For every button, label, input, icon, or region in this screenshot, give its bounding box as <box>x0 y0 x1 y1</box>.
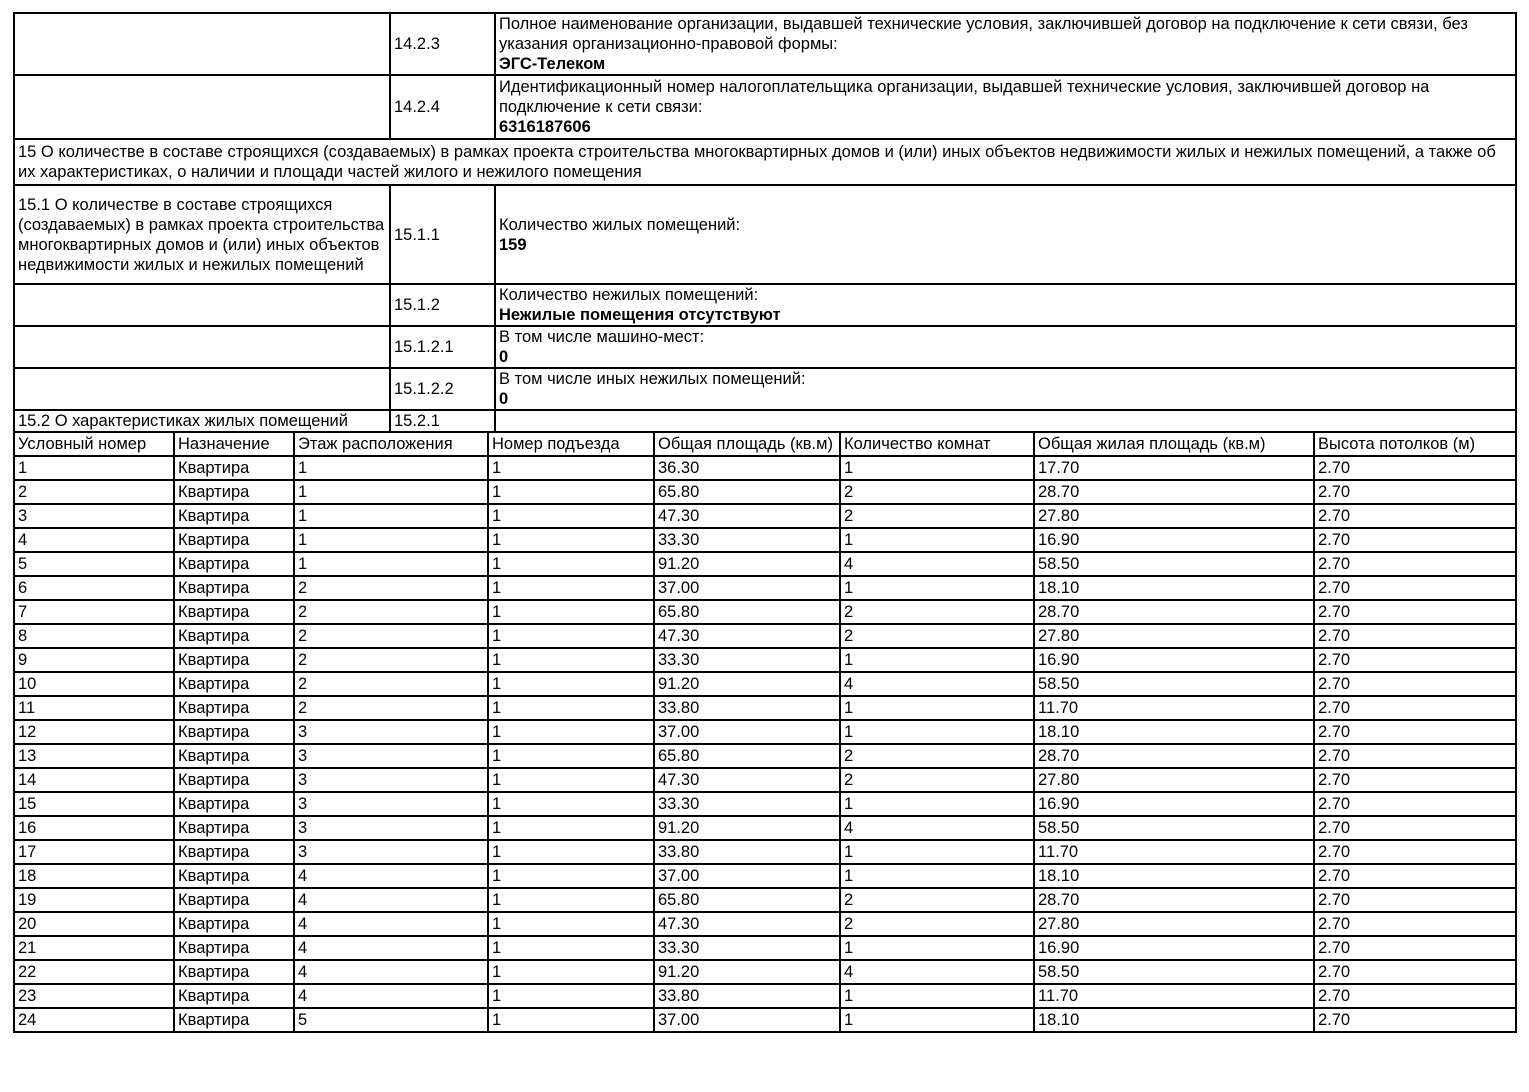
cell-floor: 3 <box>294 744 488 768</box>
row-section-15 <box>14 139 1516 185</box>
cell-ceiling-height: 2.70 <box>1314 888 1516 912</box>
cell-floor: 2 <box>294 648 488 672</box>
cell-floor: 3 <box>294 768 488 792</box>
cell-entrance: 1 <box>488 840 654 864</box>
cell-total-area: 65.80 <box>654 744 840 768</box>
cell-unit-number: 18 <box>14 864 174 888</box>
cell-entrance: 1 <box>488 744 654 768</box>
apartment-row <box>14 672 1516 696</box>
field-label: Идентификационный номер налогоплательщика организации, выдавшей технические условия, заключившей договор на подключение к сети связи: <box>499 78 1430 116</box>
cell-ceiling-height: 2.70 <box>1314 744 1516 768</box>
left-desc-cell: 15.2 О характеристиках жилых помещений <box>14 410 390 432</box>
apartments-table <box>13 431 1517 1033</box>
cell-purpose: Квартира <box>174 768 294 792</box>
field-cell <box>495 410 1516 432</box>
cell-living-area: 58.50 <box>1034 816 1314 840</box>
cell-total-area: 65.80 <box>654 888 840 912</box>
cell-total-area: 37.00 <box>654 864 840 888</box>
cell-purpose: Квартира <box>174 600 294 624</box>
cell-unit-number: 17 <box>14 840 174 864</box>
item-code: 15.1.2.1 <box>390 326 495 368</box>
cell-unit-number: 22 <box>14 960 174 984</box>
cell-total-area: 33.30 <box>654 936 840 960</box>
apartment-row <box>14 864 1516 888</box>
apartment-row <box>14 912 1516 936</box>
cell-total-area: 47.30 <box>654 912 840 936</box>
cell-floor: 1 <box>294 480 488 504</box>
cell-total-area: 33.80 <box>654 696 840 720</box>
cell-floor: 1 <box>294 504 488 528</box>
cell-entrance: 1 <box>488 816 654 840</box>
cell-purpose: Квартира <box>174 1008 294 1032</box>
cell-unit-number: 2 <box>14 480 174 504</box>
cell-ceiling-height: 2.70 <box>1314 456 1516 480</box>
cell-room-count: 1 <box>840 984 1034 1008</box>
cell-entrance: 1 <box>488 672 654 696</box>
cell-unit-number: 8 <box>14 624 174 648</box>
field-cell <box>495 13 1516 75</box>
cell-living-area: 18.10 <box>1034 720 1314 744</box>
cell-living-area: 17.70 <box>1034 456 1314 480</box>
col-header-total-area: Общая площадь (кв.м) <box>654 432 840 456</box>
cell-ceiling-height: 2.70 <box>1314 720 1516 744</box>
apartment-row <box>14 696 1516 720</box>
cell-entrance: 1 <box>488 504 654 528</box>
cell-purpose: Квартира <box>174 840 294 864</box>
left-desc-cell <box>14 326 390 368</box>
cell-floor: 4 <box>294 960 488 984</box>
left-desc-cell <box>14 13 390 75</box>
cell-unit-number: 13 <box>14 744 174 768</box>
apartment-row <box>14 792 1516 816</box>
cell-ceiling-height: 2.70 <box>1314 480 1516 504</box>
cell-ceiling-height: 2.70 <box>1314 696 1516 720</box>
cell-unit-number: 23 <box>14 984 174 1008</box>
cell-ceiling-height: 2.70 <box>1314 528 1516 552</box>
col-header-purpose: Назначение <box>174 432 294 456</box>
cell-entrance: 1 <box>488 960 654 984</box>
cell-living-area: 11.70 <box>1034 696 1314 720</box>
field-label: Количество нежилых помещений: <box>499 286 759 304</box>
cell-purpose: Квартира <box>174 672 294 696</box>
cell-living-area: 27.80 <box>1034 768 1314 792</box>
apartments-body <box>14 456 1516 1032</box>
cell-ceiling-height: 2.70 <box>1314 960 1516 984</box>
cell-unit-number: 10 <box>14 672 174 696</box>
cell-unit-number: 20 <box>14 912 174 936</box>
cell-unit-number: 15 <box>14 792 174 816</box>
left-desc-cell <box>14 368 390 410</box>
cell-living-area: 18.10 <box>1034 1008 1314 1032</box>
cell-room-count: 1 <box>840 696 1034 720</box>
cell-entrance: 1 <box>488 888 654 912</box>
apartment-row <box>14 960 1516 984</box>
cell-purpose: Квартира <box>174 552 294 576</box>
row-15-1-1 <box>14 185 1516 284</box>
cell-purpose: Квартира <box>174 936 294 960</box>
row-14-2-3 <box>14 13 1516 75</box>
apartment-row <box>14 624 1516 648</box>
cell-unit-number: 14 <box>14 768 174 792</box>
row-15-1-2-1 <box>14 326 1516 368</box>
apartment-row <box>14 936 1516 960</box>
cell-living-area: 27.80 <box>1034 504 1314 528</box>
cell-room-count: 4 <box>840 552 1034 576</box>
row-15-1-2-2 <box>14 368 1516 410</box>
cell-floor: 4 <box>294 888 488 912</box>
field-label: В том числе машино-мест: <box>499 328 705 346</box>
cell-room-count: 1 <box>840 864 1034 888</box>
cell-total-area: 37.00 <box>654 1008 840 1032</box>
cell-purpose: Квартира <box>174 720 294 744</box>
cell-room-count: 4 <box>840 672 1034 696</box>
cell-ceiling-height: 2.70 <box>1314 1008 1516 1032</box>
cell-floor: 3 <box>294 720 488 744</box>
apartment-row <box>14 768 1516 792</box>
cell-total-area: 36.30 <box>654 456 840 480</box>
cell-unit-number: 5 <box>14 552 174 576</box>
cell-floor: 1 <box>294 456 488 480</box>
cell-purpose: Квартира <box>174 624 294 648</box>
cell-purpose: Квартира <box>174 744 294 768</box>
cell-living-area: 28.70 <box>1034 888 1314 912</box>
item-code: 15.1.2.2 <box>390 368 495 410</box>
cell-entrance: 1 <box>488 768 654 792</box>
cell-entrance: 1 <box>488 624 654 648</box>
row-15-1-2 <box>14 284 1516 326</box>
cell-total-area: 91.20 <box>654 960 840 984</box>
cell-living-area: 18.10 <box>1034 864 1314 888</box>
cell-ceiling-height: 2.70 <box>1314 912 1516 936</box>
item-code: 14.2.4 <box>390 75 495 139</box>
cell-room-count: 2 <box>840 912 1034 936</box>
apartment-row <box>14 720 1516 744</box>
apartment-row <box>14 600 1516 624</box>
cell-unit-number: 21 <box>14 936 174 960</box>
field-cell <box>495 185 1516 284</box>
cell-floor: 1 <box>294 528 488 552</box>
cell-total-area: 91.20 <box>654 552 840 576</box>
cell-purpose: Квартира <box>174 792 294 816</box>
cell-room-count: 1 <box>840 528 1034 552</box>
apartment-row <box>14 816 1516 840</box>
cell-floor: 2 <box>294 600 488 624</box>
cell-floor: 2 <box>294 576 488 600</box>
field-value: 0 <box>499 348 509 366</box>
cell-room-count: 2 <box>840 480 1034 504</box>
apartment-row <box>14 744 1516 768</box>
field-cell <box>495 368 1516 410</box>
field-value: 159 <box>499 235 527 254</box>
cell-purpose: Квартира <box>174 864 294 888</box>
cell-total-area: 47.30 <box>654 768 840 792</box>
apartments-header-row <box>14 432 1516 456</box>
field-cell <box>495 75 1516 139</box>
cell-ceiling-height: 2.70 <box>1314 984 1516 1008</box>
apartment-row <box>14 888 1516 912</box>
apartment-row <box>14 480 1516 504</box>
section-15-title: 15 О количестве в составе строящихся (создаваемых) в рамках проекта строительства многоквартирных домов и (или) иных объектов недвижимости жилых и нежилых помещений, а также об их характеристиках, о наличии и площади частей жилого и нежилого помещения <box>14 139 1516 185</box>
apartment-row <box>14 576 1516 600</box>
cell-floor: 4 <box>294 984 488 1008</box>
cell-floor: 4 <box>294 912 488 936</box>
field-label: Количество жилых помещений: <box>499 215 741 234</box>
cell-unit-number: 12 <box>14 720 174 744</box>
cell-unit-number: 9 <box>14 648 174 672</box>
cell-purpose: Квартира <box>174 504 294 528</box>
cell-unit-number: 3 <box>14 504 174 528</box>
cell-living-area: 58.50 <box>1034 672 1314 696</box>
cell-entrance: 1 <box>488 648 654 672</box>
cell-total-area: 47.30 <box>654 504 840 528</box>
apartment-row <box>14 984 1516 1008</box>
cell-living-area: 28.70 <box>1034 480 1314 504</box>
field-value: ЭГС-Телеком <box>499 55 606 73</box>
cell-purpose: Квартира <box>174 480 294 504</box>
cell-room-count: 2 <box>840 744 1034 768</box>
cell-entrance: 1 <box>488 480 654 504</box>
cell-entrance: 1 <box>488 552 654 576</box>
cell-purpose: Квартира <box>174 648 294 672</box>
cell-total-area: 33.30 <box>654 792 840 816</box>
cell-entrance: 1 <box>488 600 654 624</box>
apartment-row <box>14 552 1516 576</box>
cell-total-area: 33.80 <box>654 984 840 1008</box>
cell-entrance: 1 <box>488 720 654 744</box>
cell-purpose: Квартира <box>174 912 294 936</box>
cell-unit-number: 7 <box>14 600 174 624</box>
cell-floor: 2 <box>294 672 488 696</box>
cell-entrance: 1 <box>488 576 654 600</box>
cell-living-area: 16.90 <box>1034 648 1314 672</box>
cell-room-count: 4 <box>840 960 1034 984</box>
cell-floor: 3 <box>294 840 488 864</box>
cell-purpose: Квартира <box>174 528 294 552</box>
declaration-table <box>13 12 1517 433</box>
cell-room-count: 1 <box>840 720 1034 744</box>
cell-unit-number: 11 <box>14 696 174 720</box>
cell-living-area: 16.90 <box>1034 792 1314 816</box>
cell-living-area: 18.10 <box>1034 576 1314 600</box>
cell-total-area: 33.30 <box>654 528 840 552</box>
cell-total-area: 91.20 <box>654 816 840 840</box>
cell-floor: 3 <box>294 792 488 816</box>
cell-living-area: 16.90 <box>1034 528 1314 552</box>
apartment-row <box>14 528 1516 552</box>
cell-total-area: 33.30 <box>654 648 840 672</box>
cell-entrance: 1 <box>488 864 654 888</box>
cell-floor: 4 <box>294 936 488 960</box>
cell-room-count: 2 <box>840 768 1034 792</box>
cell-entrance: 1 <box>488 792 654 816</box>
field-label: Полное наименование организации, выдавшей технические условия, заключившей договор на подключение к сети связи, без указания организационно-правовой формы: <box>499 15 1468 53</box>
cell-living-area: 58.50 <box>1034 960 1314 984</box>
cell-total-area: 65.80 <box>654 480 840 504</box>
cell-room-count: 1 <box>840 936 1034 960</box>
col-header-entrance: Номер подъезда <box>488 432 654 456</box>
cell-total-area: 37.00 <box>654 720 840 744</box>
cell-total-area: 65.80 <box>654 600 840 624</box>
cell-total-area: 37.00 <box>654 576 840 600</box>
cell-room-count: 1 <box>840 792 1034 816</box>
item-code: 15.2.1 <box>390 410 495 432</box>
col-header-floor: Этаж расположения <box>294 432 488 456</box>
cell-entrance: 1 <box>488 528 654 552</box>
cell-ceiling-height: 2.70 <box>1314 792 1516 816</box>
cell-ceiling-height: 2.70 <box>1314 816 1516 840</box>
cell-ceiling-height: 2.70 <box>1314 768 1516 792</box>
apartment-row <box>14 1008 1516 1032</box>
cell-living-area: 16.90 <box>1034 936 1314 960</box>
field-label: В том числе иных нежилых помещений: <box>499 370 806 388</box>
cell-purpose: Квартира <box>174 960 294 984</box>
field-value: 0 <box>499 390 509 408</box>
cell-room-count: 1 <box>840 648 1034 672</box>
cell-room-count: 1 <box>840 576 1034 600</box>
cell-entrance: 1 <box>488 912 654 936</box>
cell-unit-number: 6 <box>14 576 174 600</box>
col-header-ceiling-height: Высота потолков (м) <box>1314 432 1516 456</box>
cell-floor: 2 <box>294 696 488 720</box>
cell-living-area: 27.80 <box>1034 624 1314 648</box>
cell-entrance: 1 <box>488 696 654 720</box>
col-header-unit-number: Условный номер <box>14 432 174 456</box>
cell-room-count: 1 <box>840 1008 1034 1032</box>
apartment-row <box>14 504 1516 528</box>
cell-unit-number: 1 <box>14 456 174 480</box>
cell-ceiling-height: 2.70 <box>1314 600 1516 624</box>
field-cell <box>495 326 1516 368</box>
cell-purpose: Квартира <box>174 984 294 1008</box>
cell-living-area: 11.70 <box>1034 984 1314 1008</box>
left-desc-cell <box>14 75 390 139</box>
apartment-row <box>14 456 1516 480</box>
cell-room-count: 2 <box>840 624 1034 648</box>
cell-entrance: 1 <box>488 456 654 480</box>
row-14-2-4 <box>14 75 1516 139</box>
cell-ceiling-height: 2.70 <box>1314 936 1516 960</box>
cell-total-area: 33.80 <box>654 840 840 864</box>
cell-ceiling-height: 2.70 <box>1314 576 1516 600</box>
cell-living-area: 28.70 <box>1034 600 1314 624</box>
cell-floor: 1 <box>294 552 488 576</box>
document-page <box>13 12 1515 1033</box>
field-value: 6316187606 <box>499 118 591 136</box>
cell-floor: 4 <box>294 864 488 888</box>
cell-unit-number: 24 <box>14 1008 174 1032</box>
field-value: Нежилые помещения отсутствуют <box>499 306 781 324</box>
cell-room-count: 2 <box>840 600 1034 624</box>
cell-total-area: 91.20 <box>654 672 840 696</box>
left-desc-cell <box>14 284 390 326</box>
col-header-room-count: Количество комнат <box>840 432 1034 456</box>
cell-purpose: Квартира <box>174 576 294 600</box>
cell-unit-number: 16 <box>14 816 174 840</box>
cell-entrance: 1 <box>488 1008 654 1032</box>
cell-purpose: Квартира <box>174 888 294 912</box>
cell-entrance: 1 <box>488 936 654 960</box>
left-desc-cell: 15.1 О количестве в составе строящихся (создаваемых) в рамках проекта строительства многоквартирных домов и (или) иных объектов недвижимости жилых и нежилых помещений <box>14 185 390 284</box>
cell-purpose: Квартира <box>174 816 294 840</box>
field-cell <box>495 284 1516 326</box>
apartment-row <box>14 840 1516 864</box>
cell-ceiling-height: 2.70 <box>1314 864 1516 888</box>
cell-living-area: 11.70 <box>1034 840 1314 864</box>
cell-unit-number: 19 <box>14 888 174 912</box>
item-code: 15.1.1 <box>390 185 495 284</box>
cell-room-count: 1 <box>840 456 1034 480</box>
cell-living-area: 58.50 <box>1034 552 1314 576</box>
apartment-row <box>14 648 1516 672</box>
cell-purpose: Квартира <box>174 456 294 480</box>
cell-unit-number: 4 <box>14 528 174 552</box>
cell-purpose: Квартира <box>174 696 294 720</box>
cell-ceiling-height: 2.70 <box>1314 840 1516 864</box>
cell-entrance: 1 <box>488 984 654 1008</box>
cell-ceiling-height: 2.70 <box>1314 672 1516 696</box>
cell-total-area: 47.30 <box>654 624 840 648</box>
cell-floor: 3 <box>294 816 488 840</box>
item-code: 14.2.3 <box>390 13 495 75</box>
cell-floor: 2 <box>294 624 488 648</box>
row-15-2 <box>14 410 1516 432</box>
cell-room-count: 2 <box>840 504 1034 528</box>
cell-ceiling-height: 2.70 <box>1314 552 1516 576</box>
cell-living-area: 28.70 <box>1034 744 1314 768</box>
cell-room-count: 2 <box>840 888 1034 912</box>
cell-ceiling-height: 2.70 <box>1314 504 1516 528</box>
cell-living-area: 27.80 <box>1034 912 1314 936</box>
cell-ceiling-height: 2.70 <box>1314 624 1516 648</box>
cell-room-count: 4 <box>840 816 1034 840</box>
cell-room-count: 1 <box>840 840 1034 864</box>
cell-ceiling-height: 2.70 <box>1314 648 1516 672</box>
col-header-living-area: Общая жилая площадь (кв.м) <box>1034 432 1314 456</box>
cell-floor: 5 <box>294 1008 488 1032</box>
item-code: 15.1.2 <box>390 284 495 326</box>
